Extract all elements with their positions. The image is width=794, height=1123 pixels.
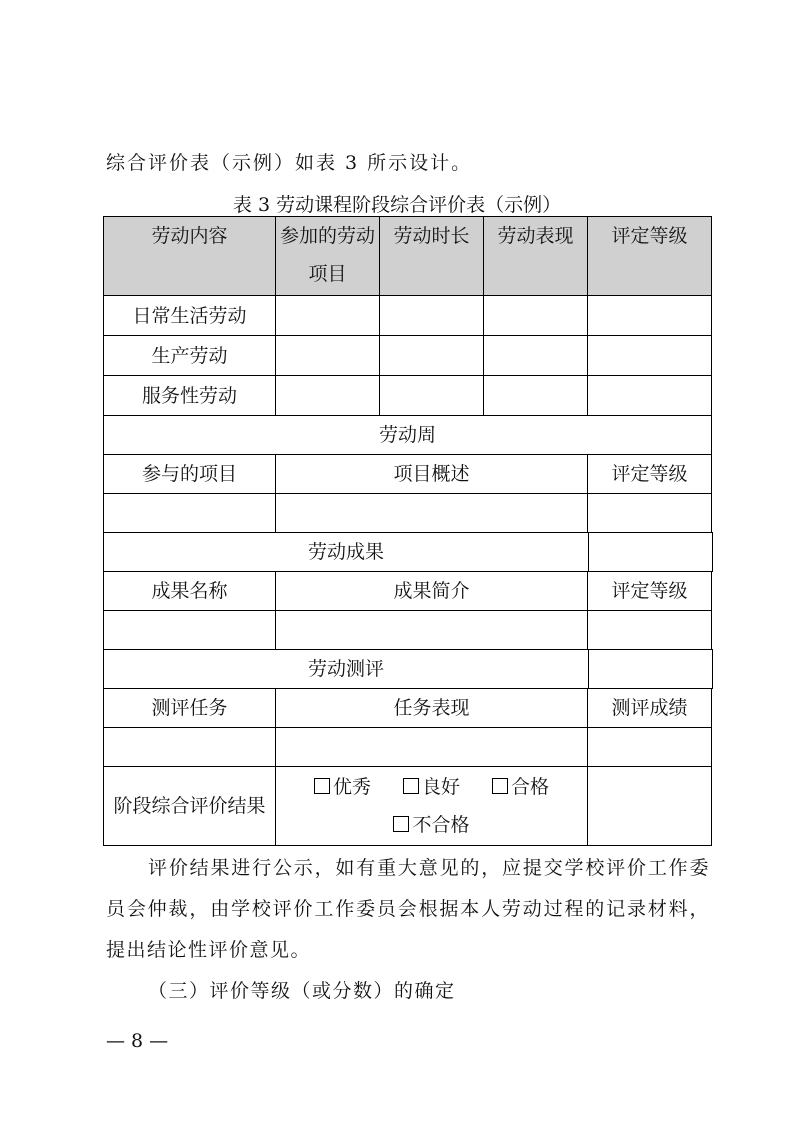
- option-label: 合格: [511, 776, 550, 798]
- intro-text: 综合评价表（示例）如表 3 所示设计。: [106, 152, 473, 174]
- checkbox-icon[interactable]: [492, 778, 508, 794]
- empty-cell: [275, 295, 380, 336]
- empty-cell: [587, 766, 712, 846]
- empty-cell: [275, 493, 588, 533]
- section-week-title: 劳动周: [103, 415, 712, 455]
- row-label-service: 服务性劳动: [103, 375, 276, 416]
- empty-cell: [275, 610, 588, 650]
- section-eval-header-row: [104, 689, 713, 728]
- table-row: [104, 494, 713, 533]
- empty-cell: [275, 727, 588, 767]
- checkbox-icon[interactable]: [393, 816, 409, 832]
- empty-cell: [587, 727, 712, 767]
- empty-cell: [103, 610, 276, 650]
- options-line-1: [298, 768, 565, 806]
- empty-cell: [379, 295, 484, 336]
- table-header-row: [104, 217, 713, 296]
- paragraph-section-heading: （三）评价等级（或分数）的确定: [148, 980, 456, 1002]
- section-results-title: 劳动成果: [103, 532, 589, 572]
- row-label-daily: 日常生活劳动: [103, 295, 276, 336]
- empty-cell: [103, 493, 276, 533]
- results-col-name: 成果名称: [103, 571, 276, 611]
- options-line-2: [377, 806, 485, 844]
- option-label: 不合格: [412, 814, 470, 836]
- empty-cell: [275, 335, 380, 376]
- table-row: [104, 728, 713, 767]
- week-col-project: 参与的项目: [103, 454, 276, 494]
- empty-cell: [588, 649, 713, 689]
- empty-cell: [588, 532, 713, 572]
- section-results-header-row: [104, 572, 713, 611]
- eval-col-task: 测评任务: [103, 688, 276, 728]
- overall-label: 阶段综合评价结果: [103, 766, 276, 846]
- results-col-intro: 成果简介: [275, 571, 588, 611]
- empty-cell: [379, 375, 484, 416]
- empty-cell: [275, 375, 380, 416]
- empty-cell: [103, 727, 276, 767]
- empty-cell: [379, 335, 484, 376]
- week-col-overview: 项目概述: [275, 454, 588, 494]
- section-week-title-row: [104, 416, 713, 455]
- empty-cell: [587, 375, 712, 416]
- option-excellent[interactable]: [314, 768, 371, 806]
- option-pass[interactable]: [492, 768, 549, 806]
- empty-cell: [483, 335, 588, 376]
- section-eval-title-row: [104, 650, 713, 689]
- overall-options: [275, 766, 588, 846]
- section-results-title-row: [104, 533, 713, 572]
- empty-cell: [587, 610, 712, 650]
- option-label: 良好: [421, 776, 460, 798]
- overall-row: [104, 767, 713, 846]
- empty-cell: [587, 295, 712, 336]
- checkbox-icon[interactable]: [403, 778, 419, 794]
- header-grade: 评定等级: [587, 216, 712, 296]
- results-col-grade: 评定等级: [587, 571, 712, 611]
- week-col-grade: 评定等级: [587, 454, 712, 494]
- empty-cell: [483, 375, 588, 416]
- section-week-header-row: [104, 455, 713, 494]
- option-fail[interactable]: [393, 806, 469, 844]
- empty-cell: [483, 295, 588, 336]
- evaluation-table: [104, 217, 713, 846]
- page-number: — 8 —: [106, 1030, 169, 1052]
- eval-col-performance: 任务表现: [275, 688, 588, 728]
- header-labor-duration: 劳动时长: [379, 216, 484, 296]
- option-label: 优秀: [332, 776, 371, 798]
- header-labor-project: 参加的劳动项目: [275, 216, 380, 296]
- paragraph-result-publicity: 评价结果进行公示，如有重大意见的，应提交学校评价工作委员会仲裁，由学校评价工作委员会根据本人劳动过程的记录材料，提出结论性评价意见。: [106, 857, 710, 961]
- table-row: [104, 376, 713, 416]
- table-caption: 表 3 劳动课程阶段综合评价表（示例）: [232, 194, 562, 216]
- empty-cell: [587, 335, 712, 376]
- header-labor-performance: 劳动表现: [483, 216, 588, 296]
- row-label-production: 生产劳动: [103, 335, 276, 376]
- table-row: [104, 336, 713, 376]
- table-row: [104, 296, 713, 336]
- option-good[interactable]: [403, 768, 460, 806]
- table-row: [104, 611, 713, 650]
- eval-col-score: 测评成绩: [587, 688, 712, 728]
- checkbox-icon[interactable]: [314, 778, 330, 794]
- section-eval-title: 劳动测评: [103, 649, 589, 689]
- header-labor-content: 劳动内容: [103, 216, 276, 296]
- empty-cell: [587, 493, 712, 533]
